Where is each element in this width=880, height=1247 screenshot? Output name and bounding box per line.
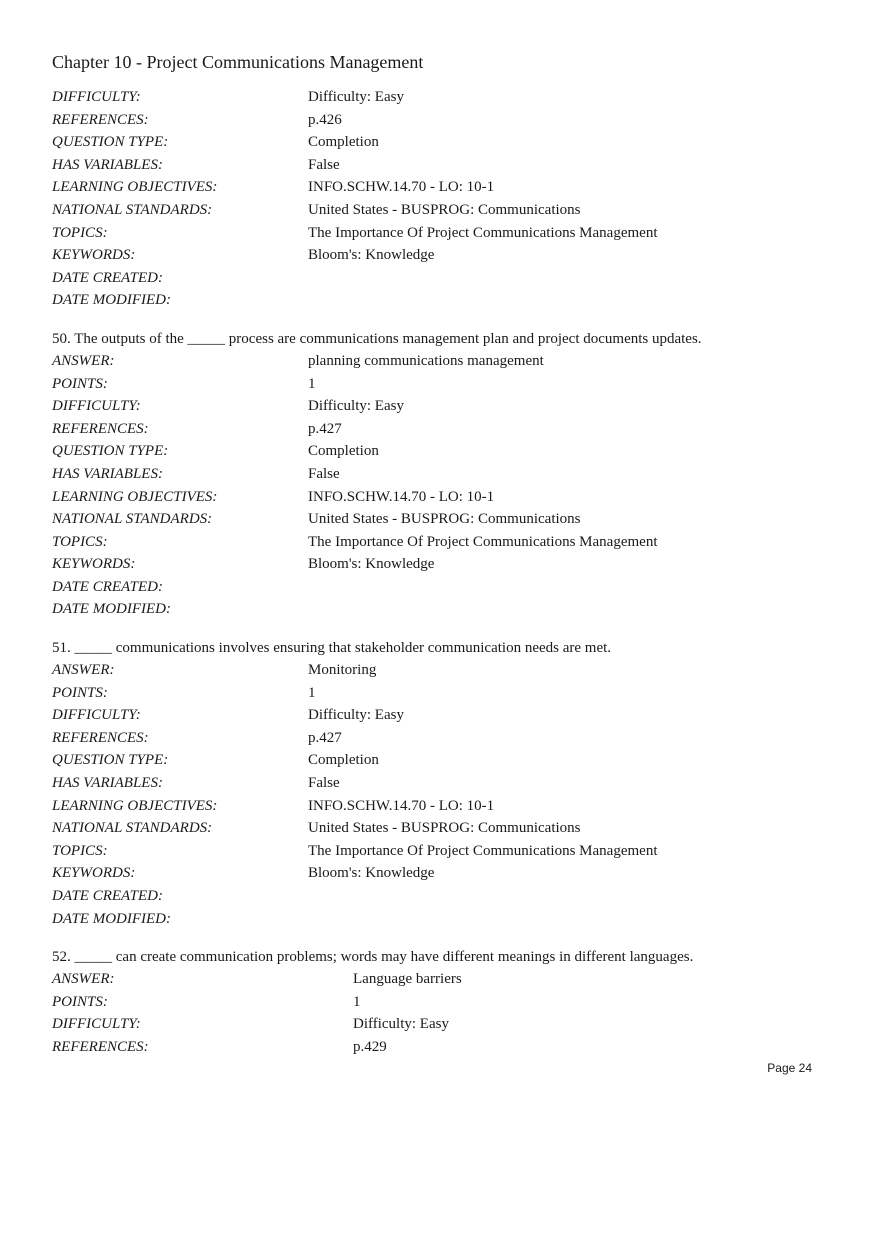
- field-label: ANSWER:: [52, 352, 115, 369]
- field-label: QUESTION TYPE:: [52, 752, 169, 769]
- field-value: Monitoring: [308, 662, 377, 679]
- field-label: TOPICS:: [52, 842, 108, 859]
- field-value: 1: [308, 684, 316, 701]
- field-label: POINTS:: [52, 684, 108, 701]
- field-label: HAS VARIABLES:: [52, 156, 163, 173]
- field-value: Difficulty: Easy: [308, 398, 404, 415]
- field-label: KEYWORDS:: [52, 556, 136, 573]
- field-value: Difficulty: Easy: [353, 1016, 449, 1033]
- field-label: POINTS:: [52, 375, 108, 392]
- field-value: p.427: [308, 420, 342, 437]
- field-value: p.426: [308, 111, 342, 128]
- metadata-row: [52, 244, 842, 267]
- metadata-row: [52, 222, 842, 245]
- metadata-row: [52, 418, 842, 441]
- metadata-row: [52, 553, 842, 576]
- metadata-row: [52, 772, 842, 795]
- field-label: ANSWER:: [52, 662, 115, 679]
- field-label: LEARNING OBJECTIVES:: [52, 797, 218, 814]
- field-label: TOPICS:: [52, 533, 108, 550]
- metadata-row: [52, 659, 842, 682]
- metadata-row: [52, 440, 842, 463]
- field-label: TOPICS:: [52, 224, 108, 241]
- field-value: United States - BUSPROG: Communications: [308, 201, 581, 218]
- metadata-row: [52, 131, 842, 154]
- field-value: 1: [353, 993, 361, 1010]
- chapter-title: Chapter 10 - Project Communications Management: [52, 52, 424, 72]
- field-value: False: [308, 156, 340, 173]
- metadata-row: [52, 463, 842, 486]
- metadata-row: [52, 154, 842, 177]
- field-label: KEYWORDS:: [52, 865, 136, 882]
- field-label: REFERENCES:: [52, 1038, 149, 1055]
- metadata-row: [52, 682, 842, 705]
- metadata-row: [52, 908, 842, 931]
- field-value: p.427: [308, 729, 342, 746]
- field-label: HAS VARIABLES:: [52, 775, 163, 792]
- metadata-row: [52, 817, 842, 840]
- metadata-row: [52, 598, 842, 621]
- field-label: NATIONAL STANDARDS:: [52, 820, 213, 837]
- metadata-row: [52, 749, 842, 772]
- field-value: INFO.SCHW.14.70 - LO: 10-1: [308, 488, 495, 505]
- field-label: NATIONAL STANDARDS:: [52, 511, 213, 528]
- metadata-row: [52, 176, 842, 199]
- field-label: REFERENCES:: [52, 111, 149, 128]
- metadata-row: [52, 486, 842, 509]
- field-label: KEYWORDS:: [52, 247, 136, 264]
- field-label: DATE MODIFIED:: [52, 292, 171, 309]
- field-value: Bloom's: Knowledge: [308, 865, 435, 882]
- metadata-row: [52, 968, 842, 991]
- metadata-row: [52, 1013, 842, 1036]
- metadata-row: [52, 86, 842, 109]
- field-label: REFERENCES:: [52, 420, 149, 437]
- document-page: [52, 50, 842, 1059]
- question-block-51: [52, 637, 842, 930]
- field-value: Completion: [308, 752, 379, 769]
- field-value: United States - BUSPROG: Communications: [308, 820, 581, 837]
- metadata-row: [52, 267, 842, 290]
- field-value: Difficulty: Easy: [308, 707, 404, 724]
- page-number: Page 24: [767, 1061, 812, 1075]
- field-value: Bloom's: Knowledge: [308, 247, 435, 264]
- question-text: 51. _____ communications involves ensuring that stakeholder communication needs are met.: [52, 640, 612, 657]
- metadata-row: [52, 727, 842, 750]
- field-value: False: [308, 775, 340, 792]
- field-value: United States - BUSPROG: Communications: [308, 511, 581, 528]
- metadata-row: [52, 109, 842, 132]
- field-label: POINTS:: [52, 993, 108, 1010]
- field-label: LEARNING OBJECTIVES:: [52, 179, 218, 196]
- metadata-row: [52, 885, 842, 908]
- metadata-row: [52, 508, 842, 531]
- first-question-metadata: [52, 86, 842, 312]
- field-value: Completion: [308, 134, 379, 151]
- metadata-row: [52, 576, 842, 599]
- field-label: NATIONAL STANDARDS:: [52, 201, 213, 218]
- field-label: DIFFICULTY:: [52, 398, 141, 415]
- field-value: 1: [308, 375, 316, 392]
- field-label: LEARNING OBJECTIVES:: [52, 488, 218, 505]
- field-value: The Importance Of Project Communications Management: [308, 842, 658, 859]
- field-label: ANSWER:: [52, 971, 115, 988]
- field-value: Bloom's: Knowledge: [308, 556, 435, 573]
- field-label: DATE MODIFIED:: [52, 601, 171, 618]
- metadata-row: [52, 350, 842, 373]
- metadata-row: [52, 862, 842, 885]
- metadata-row: [52, 991, 842, 1014]
- metadata-row: [52, 289, 842, 312]
- field-value: False: [308, 465, 340, 482]
- field-value: p.429: [353, 1038, 387, 1055]
- field-value: Difficulty: Easy: [308, 89, 404, 105]
- field-value: Completion: [308, 443, 379, 460]
- metadata-row: [52, 704, 842, 727]
- field-label: DIFFICULTY:: [52, 89, 141, 105]
- metadata-row: [52, 795, 842, 818]
- question-text: 52. _____ can create communication problems; words may have different meanings in different languages.: [52, 949, 694, 966]
- metadata-row: [52, 840, 842, 863]
- field-value: Language barriers: [353, 971, 462, 988]
- field-label: REFERENCES:: [52, 729, 149, 746]
- metadata-row: [52, 199, 842, 222]
- field-value: INFO.SCHW.14.70 - LO: 10-1: [308, 179, 495, 196]
- metadata-row: [52, 373, 842, 396]
- field-value: The Importance Of Project Communications Management: [308, 533, 658, 550]
- field-label: QUESTION TYPE:: [52, 443, 169, 460]
- field-value: The Importance Of Project Communications Management: [308, 224, 658, 241]
- field-label: DATE CREATED:: [52, 888, 163, 904]
- field-value: INFO.SCHW.14.70 - LO: 10-1: [308, 797, 495, 814]
- field-label: DIFFICULTY:: [52, 707, 141, 724]
- question-text: 50. The outputs of the _____ process are communications management plan and project documents updates.: [52, 330, 702, 347]
- field-label: DATE CREATED:: [52, 578, 163, 595]
- field-label: DATE CREATED:: [52, 269, 163, 286]
- field-label: DIFFICULTY:: [52, 1016, 141, 1033]
- field-label: QUESTION TYPE:: [52, 134, 169, 151]
- question-block-50: [52, 328, 842, 621]
- field-value: planning communications management: [308, 352, 544, 369]
- metadata-row: [52, 1036, 842, 1059]
- question-block-52: [52, 946, 842, 1058]
- field-label: DATE MODIFIED:: [52, 910, 171, 927]
- metadata-row: [52, 395, 842, 418]
- metadata-row: [52, 531, 842, 554]
- field-label: HAS VARIABLES:: [52, 465, 163, 482]
